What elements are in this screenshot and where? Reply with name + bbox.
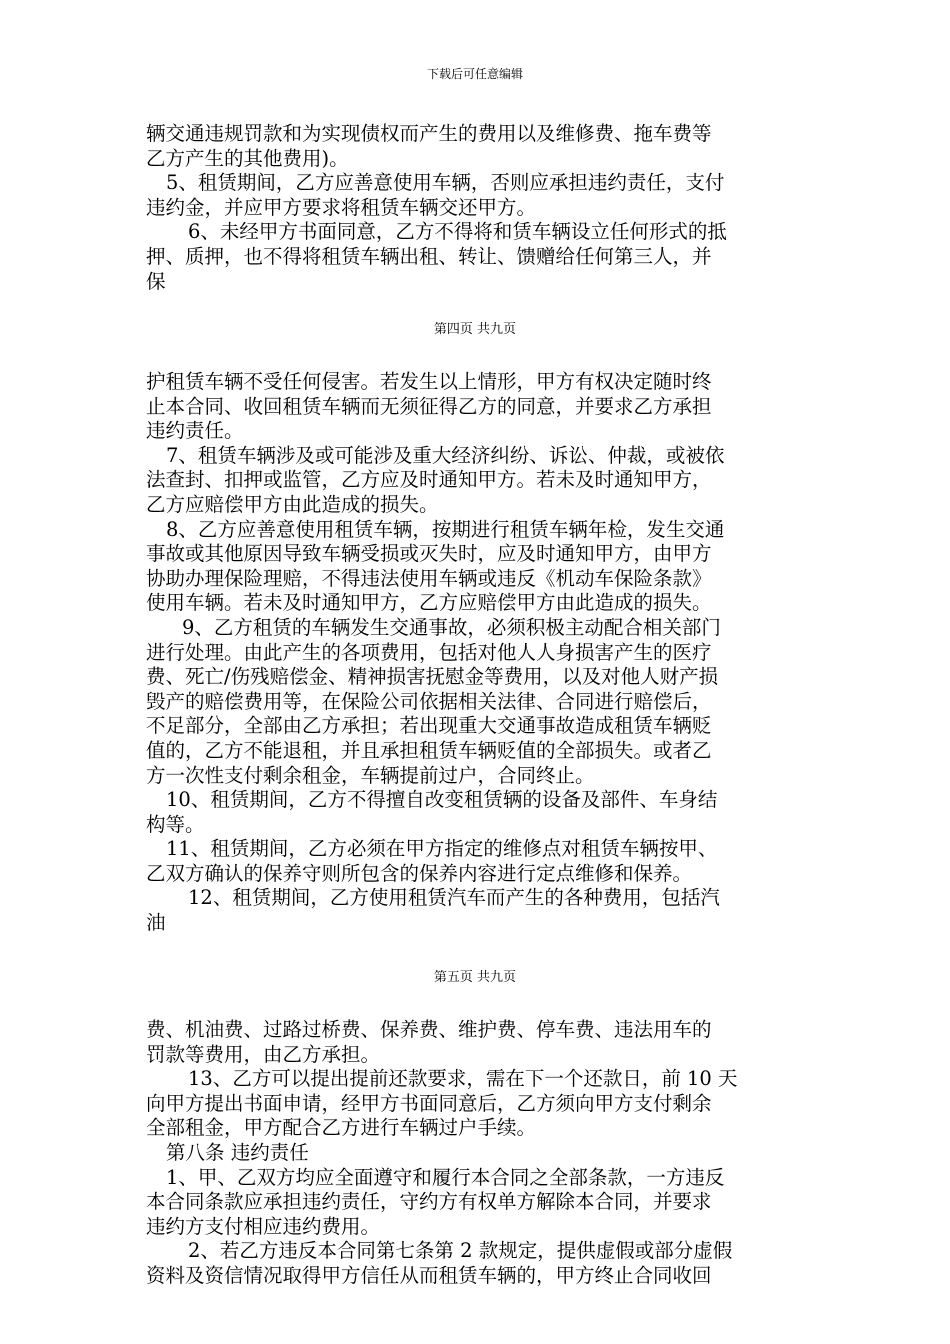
- text-line: 保: [146, 269, 166, 293]
- text-line: 9、乙方租赁的车辆发生交通事故，必须积极主动配合相关部门: [182, 615, 721, 639]
- text-line: 费、机油费、过路过桥费、保养费、维护费、停车费、违法用车的: [146, 1018, 712, 1041]
- text-line: 违约方支付相应违约费用。: [146, 1214, 381, 1238]
- text-line: 10、租赁期间，乙方不得擅自改变租赁辆的设备及部件、车身结: [166, 788, 718, 812]
- text-line: 乙方应赔偿甲方由此造成的损失。: [146, 492, 439, 516]
- text-line: 资料及资信情况取得甲方信任从而租赁车辆的，甲方终止合同收回: [146, 1263, 712, 1287]
- text-line: 辆交通违规罚款和为实现债权而产生的费用以及维修费、拖车费等: [146, 122, 712, 145]
- page5-footer: 第五页 共九页: [433, 970, 517, 985]
- text-line: 费、死亡/伤残赔偿金、精神损害抚慰金等费用，以及对他人财产损: [146, 665, 719, 689]
- text-line: 1、甲、乙双方均应全面遵守和履行本合同之全部条款，一方违反: [166, 1165, 725, 1189]
- text-line: 事故或其他原因导致车辆受损或灭失时，应及时通知甲方，由甲方: [146, 542, 712, 566]
- text-line: 13、乙方可以提出提前还款要求，需在下一个还款日，前 10 天: [188, 1067, 738, 1091]
- text-line: 不足部分，全部由乙方承担；若出现重大交通事故造成租赁车辆贬: [146, 714, 712, 738]
- text-line: 油: [146, 911, 166, 935]
- text-line: 本合同条款应承担违约责任，守约方有权单方解除本合同，并要求: [146, 1190, 712, 1214]
- text-line: 罚款等费用，由乙方承担。: [146, 1042, 381, 1066]
- text-line: 向甲方提出书面申请，经甲方书面同意后，乙方须向甲方支付剩余: [146, 1091, 712, 1115]
- text-line: 违约金，并应甲方要求将租赁车辆交还甲方。: [146, 195, 537, 219]
- text-line: 2、若乙方违反本合同第七条第 2 款规定，提供虚假或部分虚假: [188, 1239, 733, 1263]
- text-line: 值的，乙方不能退租，并且承担租赁车辆贬值的全部损失。或者乙: [146, 738, 712, 762]
- section-heading: 第八条 违约责任: [166, 1140, 309, 1164]
- page4-footer: 第四页 共九页: [433, 322, 517, 337]
- text-line: 全部租金，甲方配合乙方进行车辆过户手续。: [146, 1116, 537, 1140]
- text-line: 7、租赁车辆涉及或可能涉及重大经济纠纷、诉讼、仲裁，或被依: [166, 443, 725, 467]
- text-line: 违约责任。: [146, 419, 244, 443]
- text-line: 8、乙方应善意使用租赁车辆，按期进行租赁车辆年检，发生交通: [166, 517, 725, 541]
- text-line: 押、质押，也不得将租赁车辆出租、转让、馈赠给任何第三人，并: [146, 244, 712, 268]
- text-line: 6、未经甲方书面同意，乙方不得将和赁车辆设立任何形式的抵: [188, 220, 727, 244]
- text-line: 使用车辆。若未及时通知甲方，乙方应赔偿甲方由此造成的损失。: [146, 591, 712, 615]
- text-line: 止本合同、收回租赁车辆而无须征得乙方的同意，并要求乙方承担: [146, 394, 712, 418]
- page5-body: [146, 370, 816, 936]
- page-header: 下载后可任意编辑: [426, 67, 523, 81]
- text-line: 法查封、扣押或监管，乙方应及时通知甲方。若未及时通知甲方，: [146, 468, 712, 492]
- text-line: 协助办理保险理赔，不得违法使用车辆或违反《机动车保险条款》: [146, 566, 712, 590]
- page4-body: [146, 122, 816, 294]
- text-line: 构等。: [146, 812, 205, 836]
- text-line: 进行处理。由此产生的各项费用，包括对他人人身损害产生的医疗: [146, 640, 712, 664]
- text-line: 方一次性支付剩余租金，车辆提前过户，合同终止。: [146, 763, 595, 787]
- text-line: 12、租赁期间，乙方使用租赁汽车而产生的各种费用，包括汽: [188, 886, 720, 910]
- text-line: 11、租赁期间，乙方必须在甲方指定的维修点对租赁车辆按甲、: [166, 837, 718, 861]
- text-line: 护租赁车辆不受任何侵害。若发生以上情形，甲方有权决定随时终: [146, 370, 712, 393]
- text-line: 毁产的赔偿费用等，在保险公司依据相关法律、合同进行赔偿后，: [146, 689, 712, 713]
- text-line: 乙方产生的其他费用)。: [146, 146, 349, 170]
- page6-body: [146, 1018, 816, 1289]
- text-line: 5、租赁期间，乙方应善意使用车辆，否则应承担违约责任，支付: [166, 171, 725, 195]
- text-line: 乙双方确认的保养守则所包含的保养内容进行定点维修和保养。: [146, 861, 693, 885]
